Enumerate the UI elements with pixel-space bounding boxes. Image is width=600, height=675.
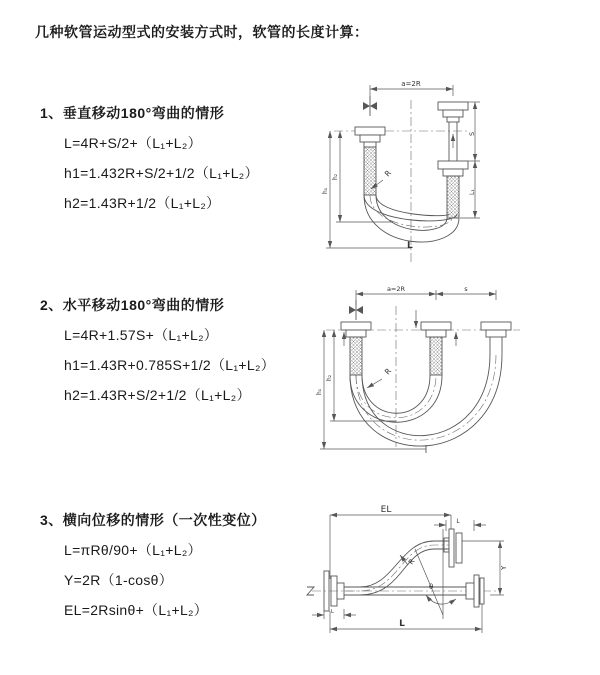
- dim-label-length: L: [399, 619, 405, 629]
- dim-l1: [469, 161, 476, 218]
- dim-fitting-left: [312, 609, 356, 619]
- dim-label-l1: L₁: [469, 189, 476, 195]
- diagram-1-svg: [308, 76, 533, 271]
- section-1-heading: 1、垂直移动180°弯曲的情形: [40, 105, 225, 121]
- dim-label-fitting-left: L: [331, 609, 334, 615]
- dim-label-el: EL: [380, 505, 392, 515]
- label-length: L: [407, 241, 413, 251]
- diagram-3-svg: [298, 503, 520, 641]
- diagram-2-svg: [308, 282, 540, 462]
- dim-label-h2: h₂: [326, 374, 333, 381]
- radius-callout: [367, 366, 393, 388]
- formula-h2: h2=1.43R+1/2（L₁+L₂）: [64, 195, 221, 211]
- dim-label-a2r: a=2R: [386, 285, 406, 293]
- section-1: [40, 103, 315, 213]
- section-2: [40, 295, 315, 405]
- dim-label-fitting-right: L: [456, 518, 460, 525]
- dim-label-s: S: [468, 131, 476, 136]
- formula-h1: h1=1.432R+S/2+1/2（L₁+L₂）: [64, 165, 259, 181]
- right-fittings: [438, 102, 468, 218]
- dim-length: [330, 604, 482, 633]
- dim-label-shift: s: [464, 285, 468, 293]
- dim-s: [460, 102, 480, 218]
- dim-el: [330, 505, 451, 579]
- label-angle: θ: [429, 583, 434, 591]
- dim-label-h1: h₁: [322, 187, 329, 194]
- diagram-vertical-180-bend: [308, 76, 533, 271]
- dim-a2r: [356, 285, 496, 304]
- label-radius: R: [382, 366, 393, 377]
- formula-l: L=4R+1.57S+（L₁+L₂）: [64, 327, 219, 343]
- formula-l: L=πRθ/90+（L₁+L₂）: [64, 542, 202, 558]
- hose-arcs: [350, 354, 502, 453]
- dim-h1: [316, 330, 426, 449]
- diagram-horizontal-180-bend: [308, 282, 540, 462]
- braided-hose-right: [447, 176, 459, 218]
- section-3-heading: 3、横向位移的情形（一次性变位）: [40, 512, 266, 528]
- section-2-heading: 2、水平移动180°弯曲的情形: [40, 297, 225, 313]
- hose-arcs: [364, 195, 459, 242]
- right-flange: [466, 575, 484, 607]
- section-3: [40, 510, 315, 620]
- dim-a2r: [370, 80, 453, 100]
- dim-label-y: Y: [500, 565, 508, 570]
- upper-flange: [444, 529, 462, 567]
- left-fitting: [355, 127, 385, 195]
- middle-fitting: [421, 322, 451, 375]
- dim-label-a2r: a=2R: [401, 80, 421, 88]
- dim-shift-s: [436, 285, 496, 294]
- formula-y: Y=2R（1-cosθ）: [64, 572, 174, 588]
- label-radius: R: [407, 557, 417, 567]
- formula-l: L=4R+S/2+（L₁+L₂）: [64, 135, 202, 151]
- label-radius: R: [382, 168, 393, 179]
- left-fitting: [341, 322, 371, 375]
- braided-hose-left: [364, 147, 376, 195]
- page-title: 几种软管运动型式的安装方式时，软管的长度计算：: [35, 24, 369, 40]
- diagram-lateral-displacement: [298, 503, 520, 641]
- dim-h2: [332, 131, 393, 222]
- formula-el: EL=2Rsinθ+（L₁+L₂）: [64, 602, 209, 618]
- dim-fitting-right: [434, 518, 486, 531]
- formula-h1: h1=1.43R+0.785S+1/2（L₁+L₂）: [64, 357, 275, 373]
- dim-label-h1: h₁: [316, 388, 323, 395]
- formula-h2: h2=1.43R+S/2+1/2（L₁+L₂）: [64, 387, 251, 403]
- dim-label-h2: h₂: [332, 173, 339, 180]
- right-fitting: [481, 322, 511, 354]
